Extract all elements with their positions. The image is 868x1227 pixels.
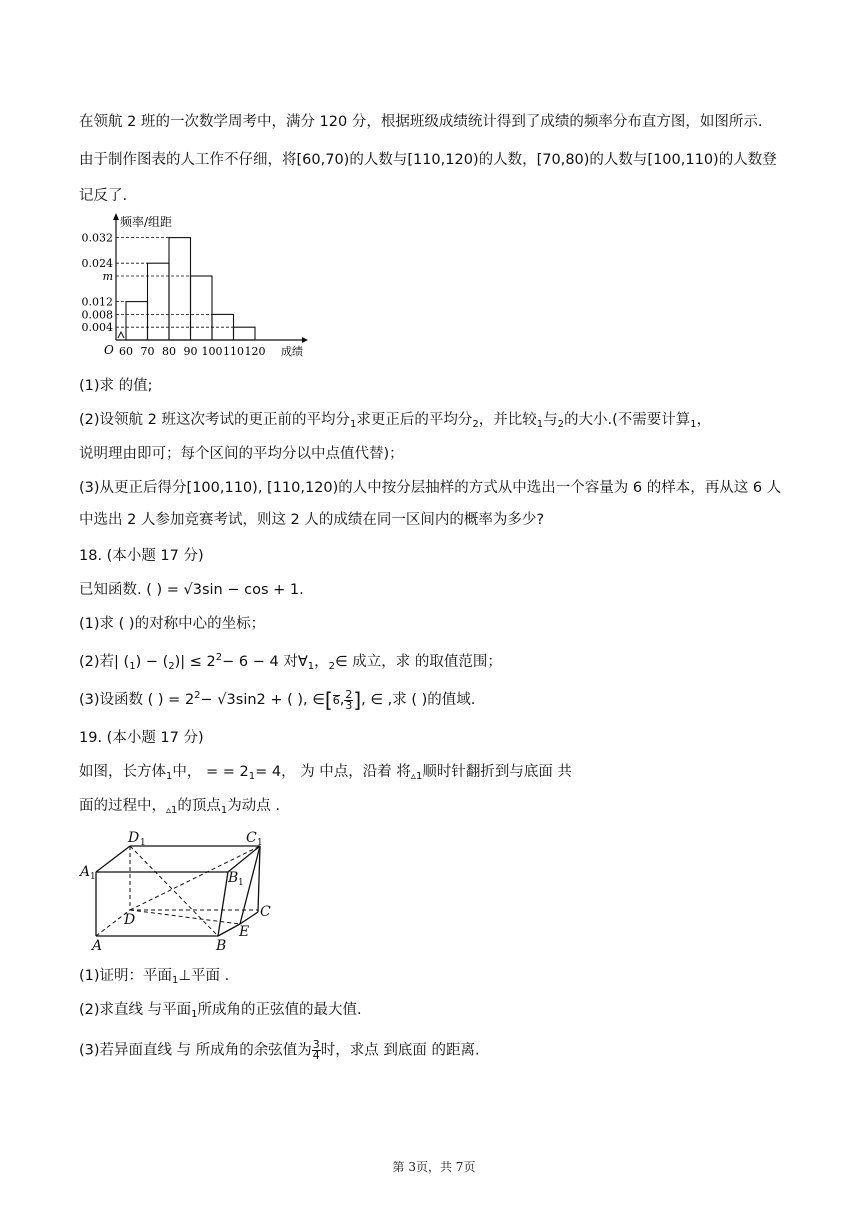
q19-sub: 1 <box>171 805 178 816</box>
x-axis-arrow <box>302 337 308 343</box>
label-E: E <box>239 924 250 940</box>
q17-p2-text-e: 的大小.(不需要计算 <box>563 412 691 428</box>
x-tick-label: 60 <box>119 345 133 358</box>
fraction-den: 6 <box>332 693 340 707</box>
q18-p2-text-a: (2)若| ( <box>79 654 130 670</box>
q19-sub: 1 <box>172 975 179 986</box>
q19-p2-text-b: 所成角的正弦值的最大值. <box>197 1002 362 1018</box>
label-B1: B <box>228 870 239 886</box>
q17-p2-text-b: 求更正后的平均分 <box>356 412 473 428</box>
q17-part-3-line-2: 中选出 2 人参加竞赛考试，则这 2 人的成绩在同一区间内的概率为多少? <box>79 512 545 528</box>
label-A: A <box>92 938 103 954</box>
q17-p2-text-a: (2)设领航 2 班这次考试的更正前的平均分 <box>79 412 350 428</box>
q17-sub: 2 <box>472 419 479 430</box>
triangle-symbol: ▵ <box>410 771 416 782</box>
page-footer: 第 3页，共 7页 <box>392 1160 476 1174</box>
q18-p2-text-c: )| ≤ 2 <box>174 654 216 670</box>
q19-part-3 <box>79 1040 480 1061</box>
x-tick-label: 110 <box>223 345 244 358</box>
q17-part-3-line-1: (3)从更正后得分[100,110), [110,120)的人中按分层抽样的方式从中选出一个容量为 6 的样本，再从这 6 人 <box>79 480 782 496</box>
x-tick-label: 120 <box>244 345 266 358</box>
q18-sub: 2 <box>168 661 175 672</box>
q19-sub: 1 <box>248 771 256 782</box>
interval-open-bracket: [ <box>324 688 333 712</box>
q19-text-c: = 4， 为 中点，沿着 将 <box>255 764 411 780</box>
q19-sub: 1 <box>191 1009 198 1020</box>
histogram-bar <box>126 302 148 340</box>
q18-sub: 1 <box>129 661 136 672</box>
fraction-upper <box>344 687 353 712</box>
label-sub: 1 <box>90 872 96 882</box>
label-D1: D <box>128 830 140 846</box>
q18-p2-text-e: ， <box>314 654 329 670</box>
fraction-three-quarters <box>312 1040 321 1061</box>
q18-given: 已知函数. ( ) = √3sin − cos + 1. <box>79 582 304 598</box>
histogram-bar <box>234 327 256 340</box>
y-tick-label: 0.032 <box>81 231 113 245</box>
intro-line-3: 记反了. <box>79 188 128 204</box>
q18-p2-text-b: ) − ( <box>135 654 169 670</box>
intro-line-1: 在领航 2 班的一次数学周考中，满分 120 分，根据班级成绩统计得到了成绩的频率分布直方图，如图所示. <box>79 114 763 130</box>
histogram-bar <box>191 276 213 340</box>
q19-header: 19. (本小题 17 分) <box>79 730 204 746</box>
triangle-symbol: ▵ <box>166 805 172 816</box>
q17-sub: 1 <box>349 419 357 430</box>
q18-p2-text-d: − 6 − 4 对∀ <box>222 654 308 670</box>
label-B: B <box>216 938 227 954</box>
q18-p3-text-c: , ∈ ,求 ( )的值域. <box>361 692 476 708</box>
q19-line-2 <box>79 796 280 821</box>
label-sub: 1 <box>140 838 146 848</box>
x-tick-label: 80 <box>162 345 176 358</box>
q18-p3-text-a: (3)设函数 ( ) = 2 <box>79 692 195 708</box>
q19-sub: 1 <box>220 805 228 816</box>
q18-header: 18. (本小题 17 分) <box>79 548 204 564</box>
q17-p2-text-d: 与 <box>543 412 558 428</box>
label-C: C <box>260 904 271 920</box>
q19-p1-text-b: ⊥平面 . <box>178 968 230 984</box>
q19-text-e: 面的过程中， <box>79 798 166 814</box>
q18-p2-text-f: ∈ 成立，求 的取值范围； <box>335 654 502 670</box>
histogram-bar <box>148 263 170 340</box>
q19-text-b: 中， = = 2 <box>172 764 249 780</box>
x-tick-label: 90 <box>183 345 198 358</box>
fraction-den: 3 <box>345 698 353 712</box>
q19-p3-text-b: 时，求点 到底面 的距离. <box>320 1042 480 1059</box>
q18-part-2 <box>79 648 502 677</box>
fraction-lower <box>333 695 340 706</box>
q18-sub: 1 <box>307 661 315 672</box>
x-tick-label: 70 <box>140 345 155 358</box>
y-axis-arrow <box>113 213 119 220</box>
q19-sub: 1 <box>166 771 173 782</box>
y-axis-label: 频率/组距 <box>120 215 173 229</box>
q19-text-g: 为动点 . <box>227 798 280 814</box>
q19-text-a: 如图，长方体 <box>79 764 166 780</box>
q18-sub: 2 <box>328 661 336 672</box>
axis-break <box>118 332 124 338</box>
origin-label: O <box>104 343 114 357</box>
q17-part-1: (1)求 的值; <box>79 378 153 394</box>
q17-sub: 1 <box>690 419 697 430</box>
histogram-bar <box>169 238 191 340</box>
q17-sub: 2 <box>557 419 564 430</box>
fraction-num: 3 <box>312 1038 320 1051</box>
y-tick-label: 0.024 <box>81 257 113 271</box>
q17-part-2-line-2: 说明理由即可；每个区间的平均分以中点值代替)； <box>79 446 404 462</box>
y-tick-label: 0.012 <box>81 295 113 309</box>
q19-line-1 <box>79 762 572 787</box>
label-A1: A <box>80 864 91 880</box>
label-C1: C <box>246 830 257 846</box>
q17-p2-text-c: ，并比较 <box>478 412 537 428</box>
q19-part-2 <box>79 1000 362 1025</box>
intro-line-2: 由于制作图表的人工作不仔细，将[60,70)的人数与[110,120)的人数，[70,80)的人数与[100,110)的人数登 <box>79 152 777 168</box>
q19-part-1 <box>79 966 229 991</box>
x-axis-label: 成绩 <box>281 345 303 358</box>
interval-comma: , <box>339 692 345 708</box>
q17-p2-text-f: ， <box>696 412 712 428</box>
label-sub: 1 <box>238 878 244 888</box>
y-tick-label: 0.004 <box>81 321 113 335</box>
q17-part-2-line-1 <box>79 410 711 435</box>
q19-text-f: 的顶点 <box>177 798 221 814</box>
q19-sub: 1 <box>415 771 423 782</box>
q18-part-1: (1)求 ( )的对称中心的坐标； <box>79 616 266 632</box>
cuboid-figure <box>78 826 288 956</box>
y-tick-label: m <box>102 270 113 283</box>
q19-text-d: 顺时针翻折到与底面 共 <box>422 764 572 780</box>
fraction-den: 4 <box>312 1049 320 1062</box>
frequency-histogram <box>74 210 324 360</box>
q18-sup: 2 <box>194 690 201 701</box>
interval-close-bracket: ] <box>353 688 362 712</box>
q18-part-3 <box>79 686 475 711</box>
fraction-num: 2 <box>345 687 353 701</box>
q17-sub: 1 <box>536 419 544 430</box>
x-tick-label: 100 <box>201 345 223 358</box>
y-tick-label: 0.008 <box>81 308 113 322</box>
q19-p2-text-a: (2)求直线 与平面 <box>79 1002 192 1018</box>
q18-sup: 2 <box>215 652 223 663</box>
label-sub: 1 <box>257 838 263 848</box>
q19-p1-text-a: (1)证明：平面 <box>79 968 173 984</box>
label-D: D <box>124 912 136 928</box>
q18-p3-text-b: − √3sin2 + ( ), ∈ <box>200 692 325 708</box>
q19-p3-text-a: (3)若异面直线 与 所成角的余弦值为 <box>79 1042 312 1059</box>
